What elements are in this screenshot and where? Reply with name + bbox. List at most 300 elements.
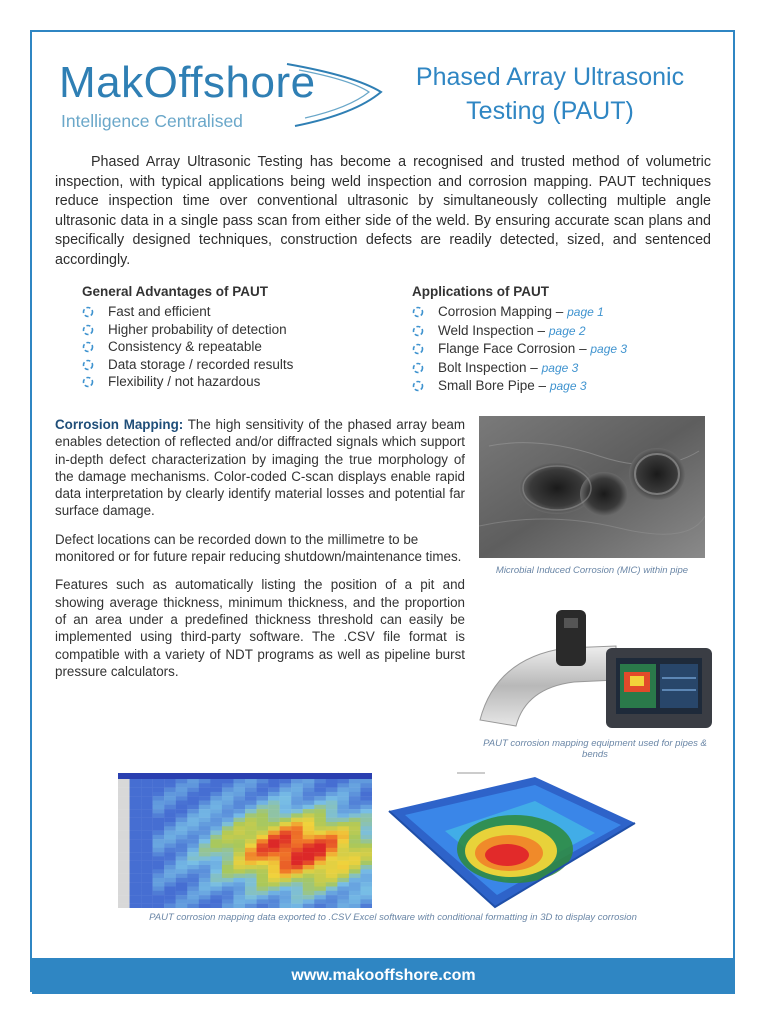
corrosion-paragraph-1 (55, 416, 465, 520)
heatmap-cell (130, 904, 142, 908)
heatmap-cell (118, 809, 130, 814)
heatmap-cell (314, 878, 326, 883)
heatmap-cell (257, 874, 269, 879)
heatmap-cell (291, 891, 303, 896)
heatmap-cell (349, 861, 361, 866)
heatmap-cell (326, 826, 338, 831)
list-item (412, 303, 712, 322)
heatmap-cell (337, 792, 349, 797)
heatmap-cell (268, 831, 280, 836)
heatmap-cell (199, 904, 211, 908)
heatmap-cell (245, 835, 257, 840)
heatmap-cell (280, 779, 292, 784)
heatmap-cell (233, 779, 245, 784)
application-label: Flange Face Corrosion – (438, 341, 587, 356)
heatmap-cell (245, 831, 257, 836)
heatmap-cell (268, 887, 280, 892)
heatmap-cell (187, 835, 199, 840)
heatmap-cell (326, 818, 338, 823)
heatmap-cell (153, 792, 165, 797)
heatmap-cell (268, 826, 280, 831)
list-item (82, 321, 382, 339)
heatmap-cell (130, 878, 142, 883)
heatmap-cell (118, 826, 130, 831)
heatmap-cell (199, 861, 211, 866)
heatmap-cell (153, 831, 165, 836)
heatmap-cell (199, 809, 211, 814)
heatmap-cell (268, 895, 280, 900)
application-label: Small Bore Pipe – (438, 378, 547, 393)
heatmap-cell (141, 783, 153, 788)
heatmap-cell (199, 869, 211, 874)
corrosion-text-1: The high sensitivity of the phased array beam enables detection of reflected and/or diffracted signals which support in-depth defect characterization by imaging the true morphology of the damage mechanisms. Color-coded C-scan displays enable rapid data interpretation by clearly identify material losses and potential far surface damage. (55, 417, 465, 519)
heatmap-cell (257, 779, 269, 784)
heatmap-cell (349, 887, 361, 892)
heatmap-cell (233, 826, 245, 831)
heatmap-cell (153, 809, 165, 814)
heatmap-cell (222, 904, 234, 908)
heatmap-cell (326, 882, 338, 887)
heatmap-cell (303, 904, 315, 908)
heatmap-cell (118, 869, 130, 874)
heatmap-cell (349, 801, 361, 806)
heatmap-cell (291, 792, 303, 797)
heatmap-cell (268, 796, 280, 801)
heatmap-cell (245, 869, 257, 874)
heatmap-cell (280, 801, 292, 806)
heatmap-cell (153, 805, 165, 810)
heatmap-cell (326, 852, 338, 857)
heatmap-cell (153, 848, 165, 853)
heatmap-cell (291, 779, 303, 784)
heatmap-cell (268, 844, 280, 849)
heatmap-cell (130, 826, 142, 831)
heatmap-cell (257, 891, 269, 896)
heatmap-cell (199, 788, 211, 793)
heatmap-cell (153, 865, 165, 870)
heatmap-cell (153, 882, 165, 887)
heatmap-cell (164, 856, 176, 861)
heatmap-cell (233, 839, 245, 844)
heatmap-cell (222, 852, 234, 857)
intro-text: Phased Array Ultrasonic Testing has become a recognised and trusted method of volumetric inspection, with typical applications being weld inspection and corrosion mapping. PAUT techniques reduce inspection time over conventional ultrasonic by simultaneously collecting multiple angle ultrasonic data in a single pass scan from either side of the weld. By ensuring accurate scan plans and specifically designed techniques, construction defects are readily detected, sized, and sentenced accordingly. (55, 154, 711, 268)
advantages-list-section (82, 284, 382, 391)
heatmap-cell (176, 891, 188, 896)
heatmap-cell (199, 805, 211, 810)
heatmap-cell (153, 818, 165, 823)
heatmap-cell (222, 861, 234, 866)
heatmap-cell (360, 831, 372, 836)
heatmap-cell (130, 831, 142, 836)
heatmap-cell (337, 805, 349, 810)
heatmap-cell (303, 899, 315, 904)
heatmap-cell (233, 818, 245, 823)
heatmap-cell (222, 818, 234, 823)
heatmap-cell (291, 783, 303, 788)
heatmap-cell (280, 826, 292, 831)
heatmap-cell (291, 887, 303, 892)
heatmap-cell (164, 852, 176, 857)
heatmap-cell (360, 844, 372, 849)
heatmap-cell (349, 839, 361, 844)
heatmap-cell (118, 822, 130, 827)
heatmap-cell (337, 861, 349, 866)
heatmap-cell (245, 805, 257, 810)
heatmap-cell (326, 835, 338, 840)
heatmap-cell (303, 783, 315, 788)
heatmap-cell (314, 822, 326, 827)
list-item (82, 338, 382, 356)
heatmap-cell (245, 891, 257, 896)
heatmap-cell (141, 882, 153, 887)
heatmap-cell (280, 895, 292, 900)
heatmap-cell (314, 865, 326, 870)
heatmap-cell (233, 788, 245, 793)
heatmap-cell (118, 805, 130, 810)
heatmap-cell (141, 792, 153, 797)
heatmap-cell (130, 796, 142, 801)
heatmap-cell (257, 801, 269, 806)
heatmap-cell (303, 818, 315, 823)
heatmap-cell (314, 839, 326, 844)
heatmap-cell (314, 779, 326, 784)
heatmap-cell (153, 835, 165, 840)
heatmap-cell (337, 813, 349, 818)
heatmap-cell (141, 861, 153, 866)
corrosion-3d-surface-plot (385, 771, 640, 911)
heatmap-cell (257, 826, 269, 831)
heatmap-cell (291, 865, 303, 870)
heatmap-cell (141, 801, 153, 806)
heatmap-cell (314, 805, 326, 810)
heatmap-cell (245, 878, 257, 883)
heatmap-cell (303, 852, 315, 857)
heatmap-cell (187, 891, 199, 896)
heatmap-cell (337, 874, 349, 879)
heatmap-cell (233, 887, 245, 892)
heatmap-cell (199, 887, 211, 892)
heatmap-cell (233, 783, 245, 788)
heatmap-cell (349, 831, 361, 836)
heatmap-cell (118, 813, 130, 818)
heatmap-cell (141, 856, 153, 861)
heatmap-cell (164, 895, 176, 900)
heatmap-cell (280, 835, 292, 840)
heatmap-cell (268, 856, 280, 861)
heatmap-cell (291, 813, 303, 818)
heatmap-cell (280, 783, 292, 788)
heatmap-cell (176, 861, 188, 866)
heatmap-cell (326, 831, 338, 836)
heatmap-cell (349, 809, 361, 814)
heatmap-cell (280, 874, 292, 879)
heatmap-cell (164, 783, 176, 788)
heatmap-cell (199, 895, 211, 900)
page-reference-link[interactable]: page 3 (549, 379, 587, 393)
list-item (412, 322, 712, 341)
heatmap-cell (199, 779, 211, 784)
heatmap-cell (164, 779, 176, 784)
heatmap-cell (257, 899, 269, 904)
heatmap-cell (303, 839, 315, 844)
heatmap-cell (314, 809, 326, 814)
heatmap-cell (326, 783, 338, 788)
heatmap-cell (349, 869, 361, 874)
heatmap-cell (153, 874, 165, 879)
heatmap-cell (337, 783, 349, 788)
heatmap-cell (130, 895, 142, 900)
heatmap-cell (360, 882, 372, 887)
heatmap-cell (187, 839, 199, 844)
data-export-caption: PAUT corrosion mapping data exported to .CSV Excel software with conditional formatting in 3D to display corrosion (149, 912, 637, 923)
heatmap-cell (360, 818, 372, 823)
heatmap-cell (210, 852, 222, 857)
heatmap-cell (176, 844, 188, 849)
heatmap-cell (210, 848, 222, 853)
heatmap-cell (164, 865, 176, 870)
heatmap-cell (187, 882, 199, 887)
heatmap-cell (222, 805, 234, 810)
heatmap-cell (360, 899, 372, 904)
heatmap-cell (268, 813, 280, 818)
heatmap-cell (280, 904, 292, 908)
heatmap-cell (153, 887, 165, 892)
page-reference-link[interactable]: page 1 (567, 305, 604, 319)
heatmap-cell (176, 904, 188, 908)
heatmap-cell (199, 792, 211, 797)
heatmap-cell (326, 813, 338, 818)
heatmap-cell (268, 818, 280, 823)
heatmap-cell (187, 788, 199, 793)
page-reference-link[interactable]: page 3 (541, 360, 579, 375)
advantage-label: Flexibility / not hazardous (108, 374, 261, 389)
heatmap-cell (199, 783, 211, 788)
heatmap-cell (291, 826, 303, 831)
heatmap-cell (118, 865, 130, 870)
application-label: Weld Inspection – (438, 322, 546, 338)
ring-bullet-icon (82, 324, 94, 336)
heatmap-cell (360, 891, 372, 896)
heatmap-cell (187, 831, 199, 836)
list-item (82, 373, 382, 391)
heatmap-cell (210, 779, 222, 784)
heatmap-cell (141, 839, 153, 844)
advantage-label: Consistency & repeatable (108, 339, 262, 354)
heatmap-cell (176, 813, 188, 818)
heatmap-cell (210, 822, 222, 827)
heatmap-cell (141, 822, 153, 827)
heatmap-cell (118, 788, 130, 793)
heatmap-cell (280, 852, 292, 857)
heatmap-cell (210, 835, 222, 840)
heatmap-cell (222, 848, 234, 853)
heatmap-cell (360, 904, 372, 908)
heatmap-cell (303, 878, 315, 883)
heatmap-cell (164, 874, 176, 879)
heatmap-cell (164, 891, 176, 896)
heatmap-cell (118, 831, 130, 836)
heatmap-cell (349, 818, 361, 823)
heatmap-cell (164, 861, 176, 866)
heatmap-cell (268, 779, 280, 784)
heatmap-cell (153, 822, 165, 827)
heatmap-cell (199, 844, 211, 849)
heatmap-cell (245, 887, 257, 892)
heatmap-cell (130, 874, 142, 879)
heatmap-cell (130, 865, 142, 870)
heatmap-cell (176, 887, 188, 892)
heatmap-cell (176, 882, 188, 887)
heatmap-cell (153, 779, 165, 784)
heatmap-cell (257, 895, 269, 900)
heatmap-cell (337, 882, 349, 887)
heatmap-cell (291, 809, 303, 814)
heatmap-cell (303, 895, 315, 900)
heatmap-cell (360, 865, 372, 870)
list-item (412, 340, 712, 359)
website-link[interactable]: www.makooffshore.com (291, 967, 476, 984)
heatmap-cell (187, 895, 199, 900)
heatmap-cell (280, 856, 292, 861)
heatmap-cell (257, 805, 269, 810)
heatmap-cell (349, 904, 361, 908)
heatmap-cell (245, 904, 257, 908)
heatmap-cell (291, 874, 303, 879)
heatmap-cell (245, 844, 257, 849)
heatmap-cell (164, 848, 176, 853)
mic-corrosion-photo (479, 416, 705, 558)
list-item (412, 377, 712, 396)
heatmap-cell (257, 848, 269, 853)
heatmap-cell (280, 822, 292, 827)
heatmap-cell (257, 865, 269, 870)
heatmap-cell (314, 874, 326, 879)
heatmap-cell (268, 852, 280, 857)
heatmap-cell (164, 788, 176, 793)
heatmap-cell (349, 822, 361, 827)
list-item (82, 356, 382, 374)
heatmap-cell (153, 844, 165, 849)
page-reference-link[interactable]: page 3 (590, 342, 628, 356)
heatmap-cell (176, 899, 188, 904)
heatmap-cell (360, 822, 372, 827)
heatmap-cell (199, 801, 211, 806)
heatmap-cell (291, 861, 303, 866)
heatmap-cell (210, 783, 222, 788)
ring-bullet-icon (82, 306, 94, 318)
heatmap-cell (326, 887, 338, 892)
heatmap-cell (130, 861, 142, 866)
applications-list-section (412, 284, 712, 396)
heatmap-cell (118, 861, 130, 866)
corrosion-mapping-section (55, 416, 465, 691)
heatmap-cell (141, 887, 153, 892)
heatmap-cell (314, 904, 326, 908)
heatmap-cell (349, 796, 361, 801)
footer-bar (32, 958, 735, 994)
heatmap-cell (233, 792, 245, 797)
heatmap-cell (222, 865, 234, 870)
heatmap-cell (314, 796, 326, 801)
heatmap-cell (199, 818, 211, 823)
heatmap-cell (199, 882, 211, 887)
page-reference-link[interactable]: page 2 (548, 323, 586, 338)
heatmap-cell (153, 852, 165, 857)
heatmap-cell (360, 874, 372, 879)
heatmap-cell (176, 822, 188, 827)
heatmap-cell (187, 822, 199, 827)
heatmap-cell (118, 882, 130, 887)
heatmap-cell (164, 882, 176, 887)
heatmap-cell (303, 813, 315, 818)
heatmap-cell (326, 861, 338, 866)
heatmap-cell (245, 792, 257, 797)
heatmap-cell (210, 788, 222, 793)
heatmap-cell (360, 783, 372, 788)
heatmap-cell (291, 839, 303, 844)
heatmap-cell (176, 826, 188, 831)
heatmap-cell (326, 805, 338, 810)
heatmap-cell (360, 805, 372, 810)
heatmap-cell (187, 818, 199, 823)
heatmap-cell (291, 899, 303, 904)
heatmap-cell (164, 869, 176, 874)
heatmap-cell (291, 878, 303, 883)
heatmap-cell (257, 783, 269, 788)
heatmap-cell (257, 904, 269, 908)
heatmap-cell (291, 895, 303, 900)
heatmap-cell (141, 852, 153, 857)
title-line-2: Testing (PAUT) (466, 97, 634, 125)
heatmap-cell (130, 887, 142, 892)
heatmap-cell (176, 831, 188, 836)
heatmap-cell (141, 796, 153, 801)
heatmap-cell (337, 869, 349, 874)
heatmap-cell (199, 865, 211, 870)
heatmap-cell (130, 779, 142, 784)
heatmap-cell (199, 835, 211, 840)
heatmap-cell (164, 792, 176, 797)
heatmap-cell (118, 839, 130, 844)
heatmap-cell (326, 844, 338, 849)
heatmap-cell (268, 809, 280, 814)
heatmap-cell (222, 899, 234, 904)
heatmap-cell (222, 831, 234, 836)
heatmap-cell (210, 801, 222, 806)
heatmap-cell (280, 865, 292, 870)
heatmap-cell (303, 801, 315, 806)
heatmap-cell (199, 891, 211, 896)
heatmap-cell (176, 852, 188, 857)
heatmap-cell (257, 809, 269, 814)
heatmap-cell (314, 861, 326, 866)
heatmap-cell (130, 822, 142, 827)
heatmap-cell (176, 783, 188, 788)
page-title (380, 60, 720, 128)
heatmap-cell (118, 878, 130, 883)
heatmap-cell (360, 869, 372, 874)
heatmap-cell (130, 835, 142, 840)
company-logo (55, 56, 385, 136)
heatmap-cell (141, 891, 153, 896)
heatmap-cell (187, 899, 199, 904)
heatmap-cell (360, 878, 372, 883)
heatmap-cell (314, 831, 326, 836)
heatmap-cell (291, 788, 303, 793)
heatmap-cell (210, 861, 222, 866)
heatmap-cell (187, 809, 199, 814)
heatmap-cell (349, 783, 361, 788)
